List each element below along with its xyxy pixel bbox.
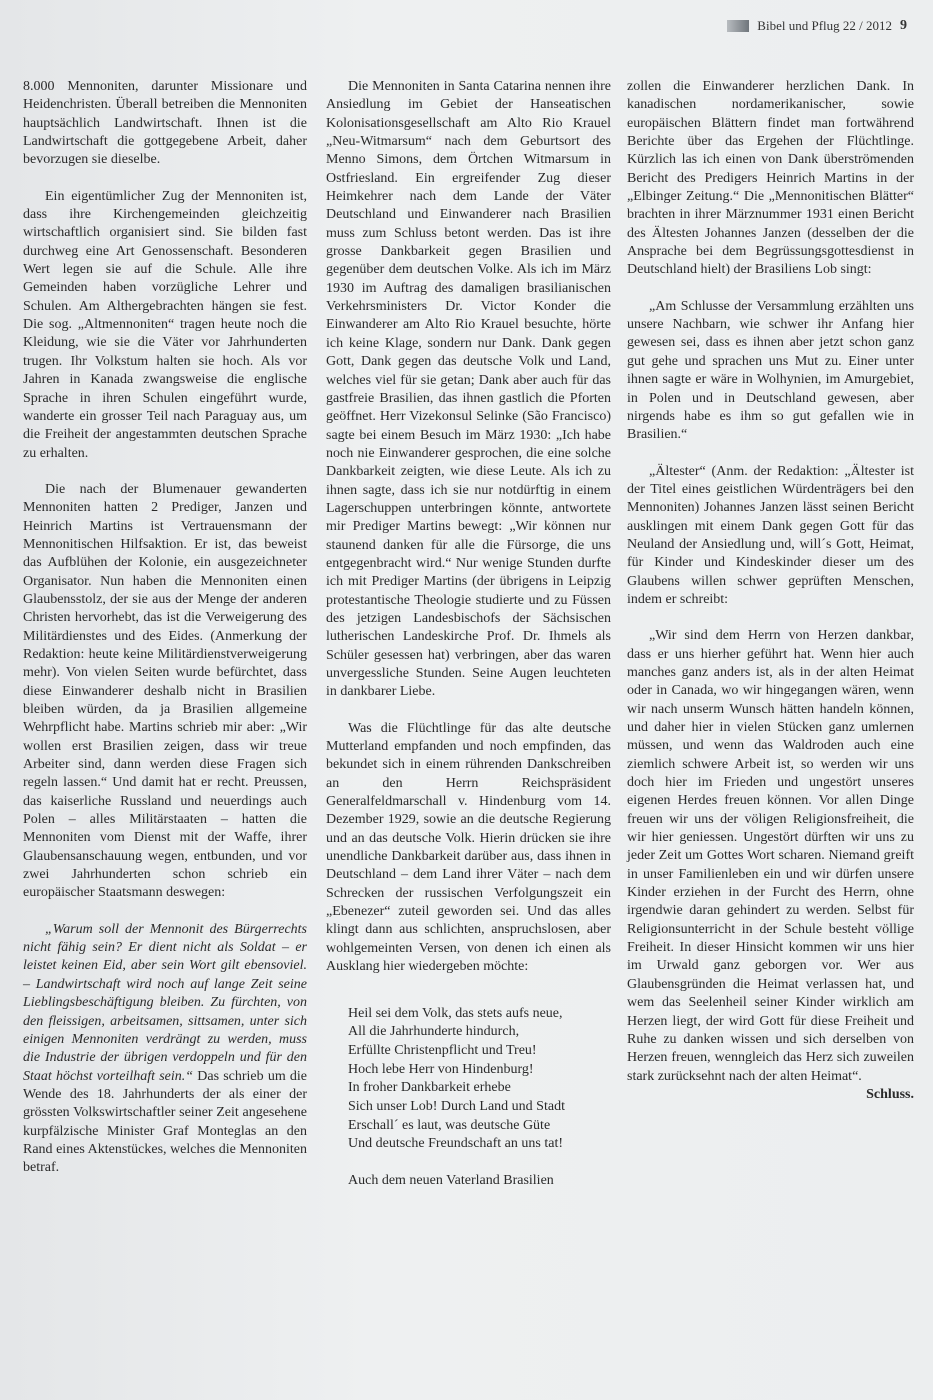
header-bar-decoration bbox=[727, 20, 749, 32]
poem-line: Erschall´ es laut, was deutsche Güte bbox=[348, 1117, 551, 1133]
col1-paragraph-1: 8.000 Mennoniten, darunter Missionare und Heidenchristen. Überall betreiben die Mennoniten hauptsächlich Landwirtschaft. Ihnen ist die Landwirtschaft die gottgegebene Arbeit, daher bevorzugen sie dieselbe. bbox=[23, 79, 307, 168]
poem-line: Hoch lebe Herr von Hindenburg! bbox=[348, 1061, 534, 1077]
col3-paragraph-3: „Ältester“ (Anm. der Redaktion: „Ältester ist der Titel eines geistlichen Würdenträgers bei den Mennoniten) Johannes Janzen lässt seinen Bericht ausklingen mit einem Dank gegen Gott für das Neuland der Ansiedlung und, will´s Gott, Heimat, für Kinder und Kindeskinder dieser um des Glaubens willen schwer geprüften Menschen, indem er schreibt: bbox=[627, 463, 914, 607]
poem-line: Heil sei dem Volk, das stets aufs neue, bbox=[348, 1005, 563, 1021]
col3-paragraph-2: „Am Schlusse der Versammlung erzählten uns unsere Nachbarn, wie schwer ihr Anfang hier gewesen sei, dass es ihnen aber jetzt schon ganz gut gehe und sprachen uns Mut zu. Einer unter ihnen sagte er wäre in Wolhynien, im Amurgebiet, in Polen und in Deutschland gewesen, aber nirgends habe es ihm so gut gefallen wie in Brasilien.“ bbox=[627, 298, 914, 443]
page-number: 9 bbox=[900, 18, 907, 33]
poem-line: All die Jahrhunderte hindurch, bbox=[348, 1024, 520, 1040]
poem-line: Erfüllte Christenpflicht und Treu! bbox=[348, 1042, 537, 1058]
quote-attribution: Das schrieb um die Wende des 18. Jahrhunderts der als einer der grössten Volkswirtschaftler seiner Zeit angesehene kurpfälzische Minister Graf Monteglas an den Rand eines Aktenstückes, welches die Mennoniten betraf. bbox=[23, 1068, 307, 1176]
page-header bbox=[727, 18, 907, 34]
montgelas-quote: „Warum soll der Mennonit des Bürgerrechts nicht fähig sein? Er dient nicht als Soldat – er leistet keinen Eid, aber sein Wort gilt ebensoviel. – Landwirtschaft wird noch auf lange Zeit seine Lieblingsbeschäftigung bleiben. Zu fürchten, von den fleissigen, arbeitsamen, sittsamen, unter sich einigen Mennoniten verdrängt zu werden, muss die Industrie der übrigen verdoppeln und für den Staat höchst vorteilhaft sein.“ bbox=[23, 921, 307, 1084]
col2-paragraph-3: Auch dem neuen Vaterland Brasilien bbox=[348, 1173, 554, 1189]
col1-quote-paragraph bbox=[23, 921, 307, 1178]
poem bbox=[348, 1005, 611, 1155]
col1-paragraph-2: Ein eigentümlicher Zug der Mennoniten ist, dass ihre Kirchengemeinden gleichzeitig wirtschaftlich organisiert sind. Sie bilden fast durchweg eine Art Genossenschaft. Besonderen Wert legen sie auf die Schule. Alle ihre Gemeinden haben vorzügliche Lehrer und Schulen. Am Althergebrachten hängen sie fest. Die sog. „Altmennoniten“ tragen heute noch die Kleidung, wie sie die Väter vor Jahrhunderten trugen. Ihr Volkstum halten sie hoch. Als vor Jahren in Kanada zwangsweise die englische Sprache in ihren Schulen eingeführt wurde, wanderte ein grosser Teil nach Paraguay aus, um die Freiheit der angestammten deutschen Sprache zu erhalten. bbox=[23, 188, 307, 461]
column-3 bbox=[627, 78, 914, 1122]
col2-paragraph-1: Die Mennoniten in Santa Catarina nennen ihre Ansiedlung im Gebiet der Hanseatischen Kolonisationsgesellschaft am Alto Rio Krauel „Neu-Witmarsum“ nach dem Geburtsort des Menno Simons, dem Örtchen Witmarsum in Ostfriesland. Ein ergreifender Zug dieser Heimkehrer nach dem Lande der Väter Deutschland und Einwanderer nach Brasilien muss zum Schluss betont werden. Das ist ihre grosse Dankbarkeit gegen Brasilien und gegenüber dem deutschen Volke. Als ich im März 1930 im Auftrag des damaligen brasilianischen Verkehrsministers Dr. Victor Konder die Einwanderer am Alto Rio Krauel besuchte, hörte ich keine Klage, sondern nur Dank. Dank gegen Gott, Dank gegen das deutsche Volk und Land, welches viel für sie getan; Dank aber auch für das gastfreie Brasilien, das ihnen gastlich die Pforten geöffnet. Herr Vizekonsul Selinke (São Francisco) sagte bei einem Besuch im März 1930: „Ich habe noch nie Einwanderer gesprochen, die eine solche Dankbarkeit zeigten, wie diese Leute. Als ich zu ihnen sagte, dass ich sie nur notdürftig in einem Lagerschuppen unterbringen könnte, antwortete mir Prediger Martins bewegt: „Wir können nur staunend danken für alle die Fürsorge, die uns entgegenbracht wird.“ Nur wenige Stunden durfte ich mit Prediger Martins (der übrigens in Leipzig protestantische Theologie studierte und zu Füssen des jetzigen Landesbischofs der Sächsischen lutherischen Landeskirche Prof. Dr. Ihmels als Schüler gesessen hat) verbringen, aber das waren unvergessliche Stunden. Seine Augen leuchteten in dankbarer Liebe. bbox=[326, 79, 611, 700]
column-2 bbox=[326, 78, 611, 1190]
publication-title: Bibel und Pflug 22 / 2012 bbox=[757, 18, 892, 33]
col3-paragraph-1: zollen die Einwanderer herzlichen Dank. In kanadischen nordamerikanischer, sowie europäischen Blättern findet man fortwährend Berichte über das Ergehen der Flüchtlinge. Kürzlich las ich einen von Dank überströmenden Bericht des Predigers Heinrich Martins in der „Elbinger Zeitung.“ Die „Mennonitischen Blätter“ brachten in ihrer Märznummer 1931 einen Bericht des Ältesten Johannes Janzen (desselben der die Ansprache bei dem Begrüssungsgottesdienst in Deutschland hielt) der Brasiliens Lob singt: bbox=[627, 79, 914, 278]
end-marker: Schluss. bbox=[866, 1086, 914, 1102]
col3-paragraph-4: „Wir sind dem Herrn von Herzen dankbar, dass er uns hierher geführt hat. Wenn hier auch manches ganz anders ist, als in der alten Heimat oder in Canada, wo wir hingegangen wären, wenn wir nach unserm Wunsch hätten handeln können, und daher hier in vielen Stücken ganz umlernen müssen, und wenn das Waldroden auch eine ziemlich schwere Arbeit ist, so werden wir uns doch hier im Frieden und ungestört unseres eigenen Herdes freuen können. Vor allen Dinge freuen wir uns der völigen Religionsfreiheit, die wir hier geniessen. Ungestört dürften wir uns zu jeder Zeit um Gottes Wort scharen. Niemand greift in unser Familienleben ein und wir dürfen unsere Kinder erziehen in der Furcht des Herrn, ohne irgendwie daran gehindert zu werden. Selbst für Religionsunterricht in der Schule besteht völlige Freiheit. In dieser Hinsicht kommen wir uns hier im Urwald ganz geborgen vor. Wer aus Glaubensgründen die Heimat verlassen hat, und wem das Seelenheil seiner Kinder wirklich am Herzen liegt, der wird Gott für diese Freiheit und Ruhe zu danken wissen und sich derselben von Herzen freuen, wenngleich das Herz sich zuweilen stark zurücksehnt nach der alten Heimat“. bbox=[627, 628, 914, 1084]
poem-line: In froher Dankbarkeit erhebe bbox=[348, 1080, 511, 1096]
column-1 bbox=[23, 78, 307, 1196]
col2-paragraph-2: Was die Flüchtlinge für das alte deutsche Mutterland empfanden und noch empfinden, das bekundet sich in einem rührenden Dankschreiben an den Herrn Reichspräsident Generalfeldmarschall v. Hindenburg vom 14. Dezember 1929, sowie an die deutsche Regierung und an das deutsche Volk. Hierin drücken sie ihre unendliche Dankbarkeit darüber aus, dass ihnen in Deutschland – dem Land ihrer Väter – nach dem Schrecken der russischen Verfolgungszeit ein „Ebenezer“ zuteil geworden sei. Und das alles klingt dann aus schlichten, anspruchslosen, aber wohlgemeinten Versen, von denen ich einen als Ausklang hier wiedergeben möchte: bbox=[326, 720, 611, 975]
poem-line: Und deutsche Freundschaft an uns tat! bbox=[348, 1136, 563, 1152]
poem-line: Sich unser Lob! Durch Land und Stadt bbox=[348, 1099, 565, 1115]
col1-paragraph-3: Die nach der Blumenauer gewanderten Mennoniten hatten 2 Prediger, Janzen und Heinrich Martins ist Vertrauensmann der Mennonitischen Hilfsaktion. Er ist, das beweist das Aufblühen der Kolonie, ein ausgezeichneter Organisator. Nun haben die Mennoniten einen Glaubensstolz, der sie aus der Menge der anderen Christen hervorhebt, das ist die Verweigerung des Militärdienstes und des Eides. (Anmerkung der Redaktion: heute keine Militärdienstverweigerung mehr). Von vielen Seiten wurde befürchtet, dass diese Einwanderer deshalb nicht in Brasilien bleiben würden, da ja Brasilien allgemeine Wehrpflicht habe. Martins schrieb mir aber: „Wir wollen erst Brasilien zeigen, dass wir treue Arbeiter sind, dann werden diese Fragen sich regeln lassen.“ Und damit hat er recht. Preussen, das kaiserliche Russland und neuerdings auch Polen – alles Militärstaaten – hatten die Mennoniten vom Dienst mit der Waffe, ihrer Glaubensanschauung wegen, entbunden, und vor zwei Jahrhunderten schon schrieb ein europäischer Staatsmann deswegen: bbox=[23, 481, 307, 901]
